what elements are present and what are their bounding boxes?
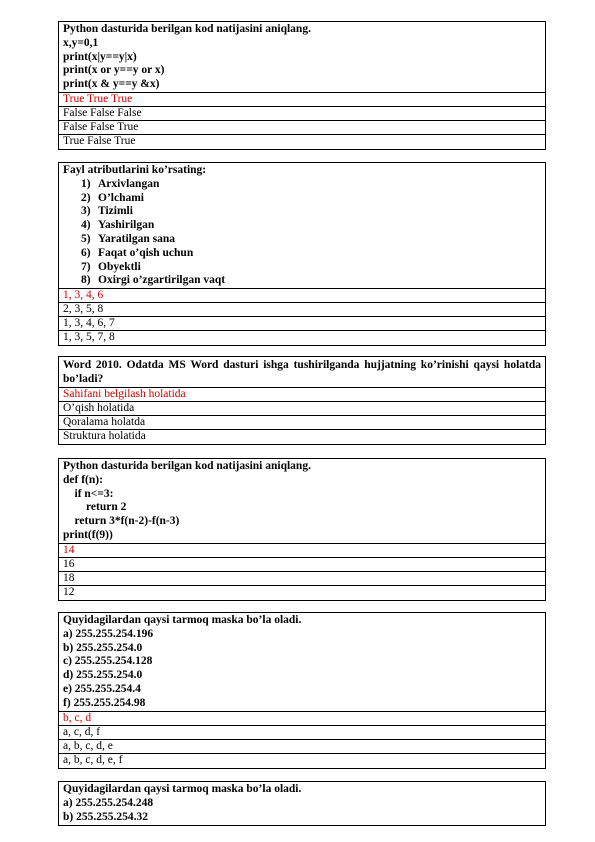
choice-line: a) 255.255.254.196 [63,627,154,640]
choice-line: b) 255.255.254.32 [63,810,148,823]
list-item: 3) Tizimli [81,205,133,218]
answer-option[interactable]: Qoralama holatda [59,416,545,430]
code-line: print(x & y==y &x) [63,78,160,91]
answer-option[interactable]: a, c, d, f [59,726,545,740]
question-text [59,459,545,544]
question-title: Fayl atributlarini ko’rsating: [63,164,207,176]
code-line: return 2 [63,501,127,514]
question-line: Python dasturida berilgan kod natijasini aniqlang. [63,23,311,35]
question-line: Python dasturida berilgan kod natijasini aniqlang. [63,460,311,472]
question-text [59,613,545,712]
question-text: Word 2010. Odatda MS Word dasturi ishga tushirilganda hujjatning ko’rinishi qaysi holatda bo’ladi? [59,357,545,388]
code-line: return 3*f(n-2)-f(n-3) [63,515,180,528]
choice-line: c) 255.255.254.128 [63,655,153,668]
code-line: x,y=0,1 [63,36,99,49]
list-item: 6) Faqat o’qish uchun [81,246,194,259]
code-line: print(x|y==y|x) [63,50,137,63]
answer-option[interactable]: 1, 3, 5, 7, 8 [63,331,115,344]
question-text [59,22,545,93]
choice-line: a) 255.255.254.248 [63,796,154,809]
question-block-6 [58,781,546,826]
choice-line: d) 255.255.254.0 [63,669,143,682]
answer-option-correct[interactable]: True True True [59,93,545,107]
answer-option-correct[interactable]: Sahifani belgilash holatida [59,388,545,402]
question-line: Quyidagilardan qaysi tarmoq maska bo’la oladi. [63,783,302,795]
list-item: 7) Obyektli [81,260,141,273]
list-item: 4) Yashirilgan [81,219,155,232]
answer-option[interactable]: a, b, c, d, e [59,740,545,754]
code-line: print(x or y==y or x) [63,64,165,77]
choice-line: b) 255.255.254.0 [63,641,143,654]
answer-option[interactable]: 18 [59,572,545,586]
answer-option-correct[interactable]: 1, 3, 4, 6 [59,289,545,303]
question-text [59,163,545,289]
list-item: 1) Arxivlangan [81,177,160,190]
question-block-5 [58,612,546,769]
question-block-4 [58,458,546,601]
question-line: Quyidagilardan qaysi tarmoq maska bo’la oladi. [63,614,302,626]
answer-option[interactable]: 1, 3, 4, 6, 7 [59,317,545,331]
list-item: 5) Yaratilgan sana [81,232,175,245]
code-line: print(f(9)) [63,528,113,541]
code-line: if n<=3: [63,487,114,500]
answer-option[interactable]: True False True [63,134,136,147]
answer-option[interactable]: 2, 3, 5, 8 [59,303,545,317]
list-item: 8) Oxirgi o’zgartirilgan vaqt [81,274,226,287]
code-line: def f(n): [63,473,103,486]
answer-option[interactable]: 12 [63,585,75,598]
answer-option[interactable]: Struktura holatida [63,429,146,442]
question-text [59,782,545,825]
question-block-2 [58,162,546,346]
attribute-list [63,178,541,288]
answer-option[interactable]: False False True [59,121,545,135]
list-item: 2) O’lchami [81,191,144,204]
answer-option[interactable]: O’qish holatida [59,402,545,416]
answer-option[interactable]: a, b, c, d, e, f [63,753,123,766]
question-block-3 [58,356,546,445]
choice-line: e) 255.255.254.4 [63,682,141,695]
answer-option-correct[interactable]: b, c, d [59,712,545,726]
answer-option-correct[interactable]: 14 [59,544,545,558]
question-block-1 [58,21,546,150]
choice-line: f) 255.255.254.98 [63,696,146,709]
answer-option[interactable]: 16 [59,558,545,572]
answer-option[interactable]: False False False [59,107,545,121]
